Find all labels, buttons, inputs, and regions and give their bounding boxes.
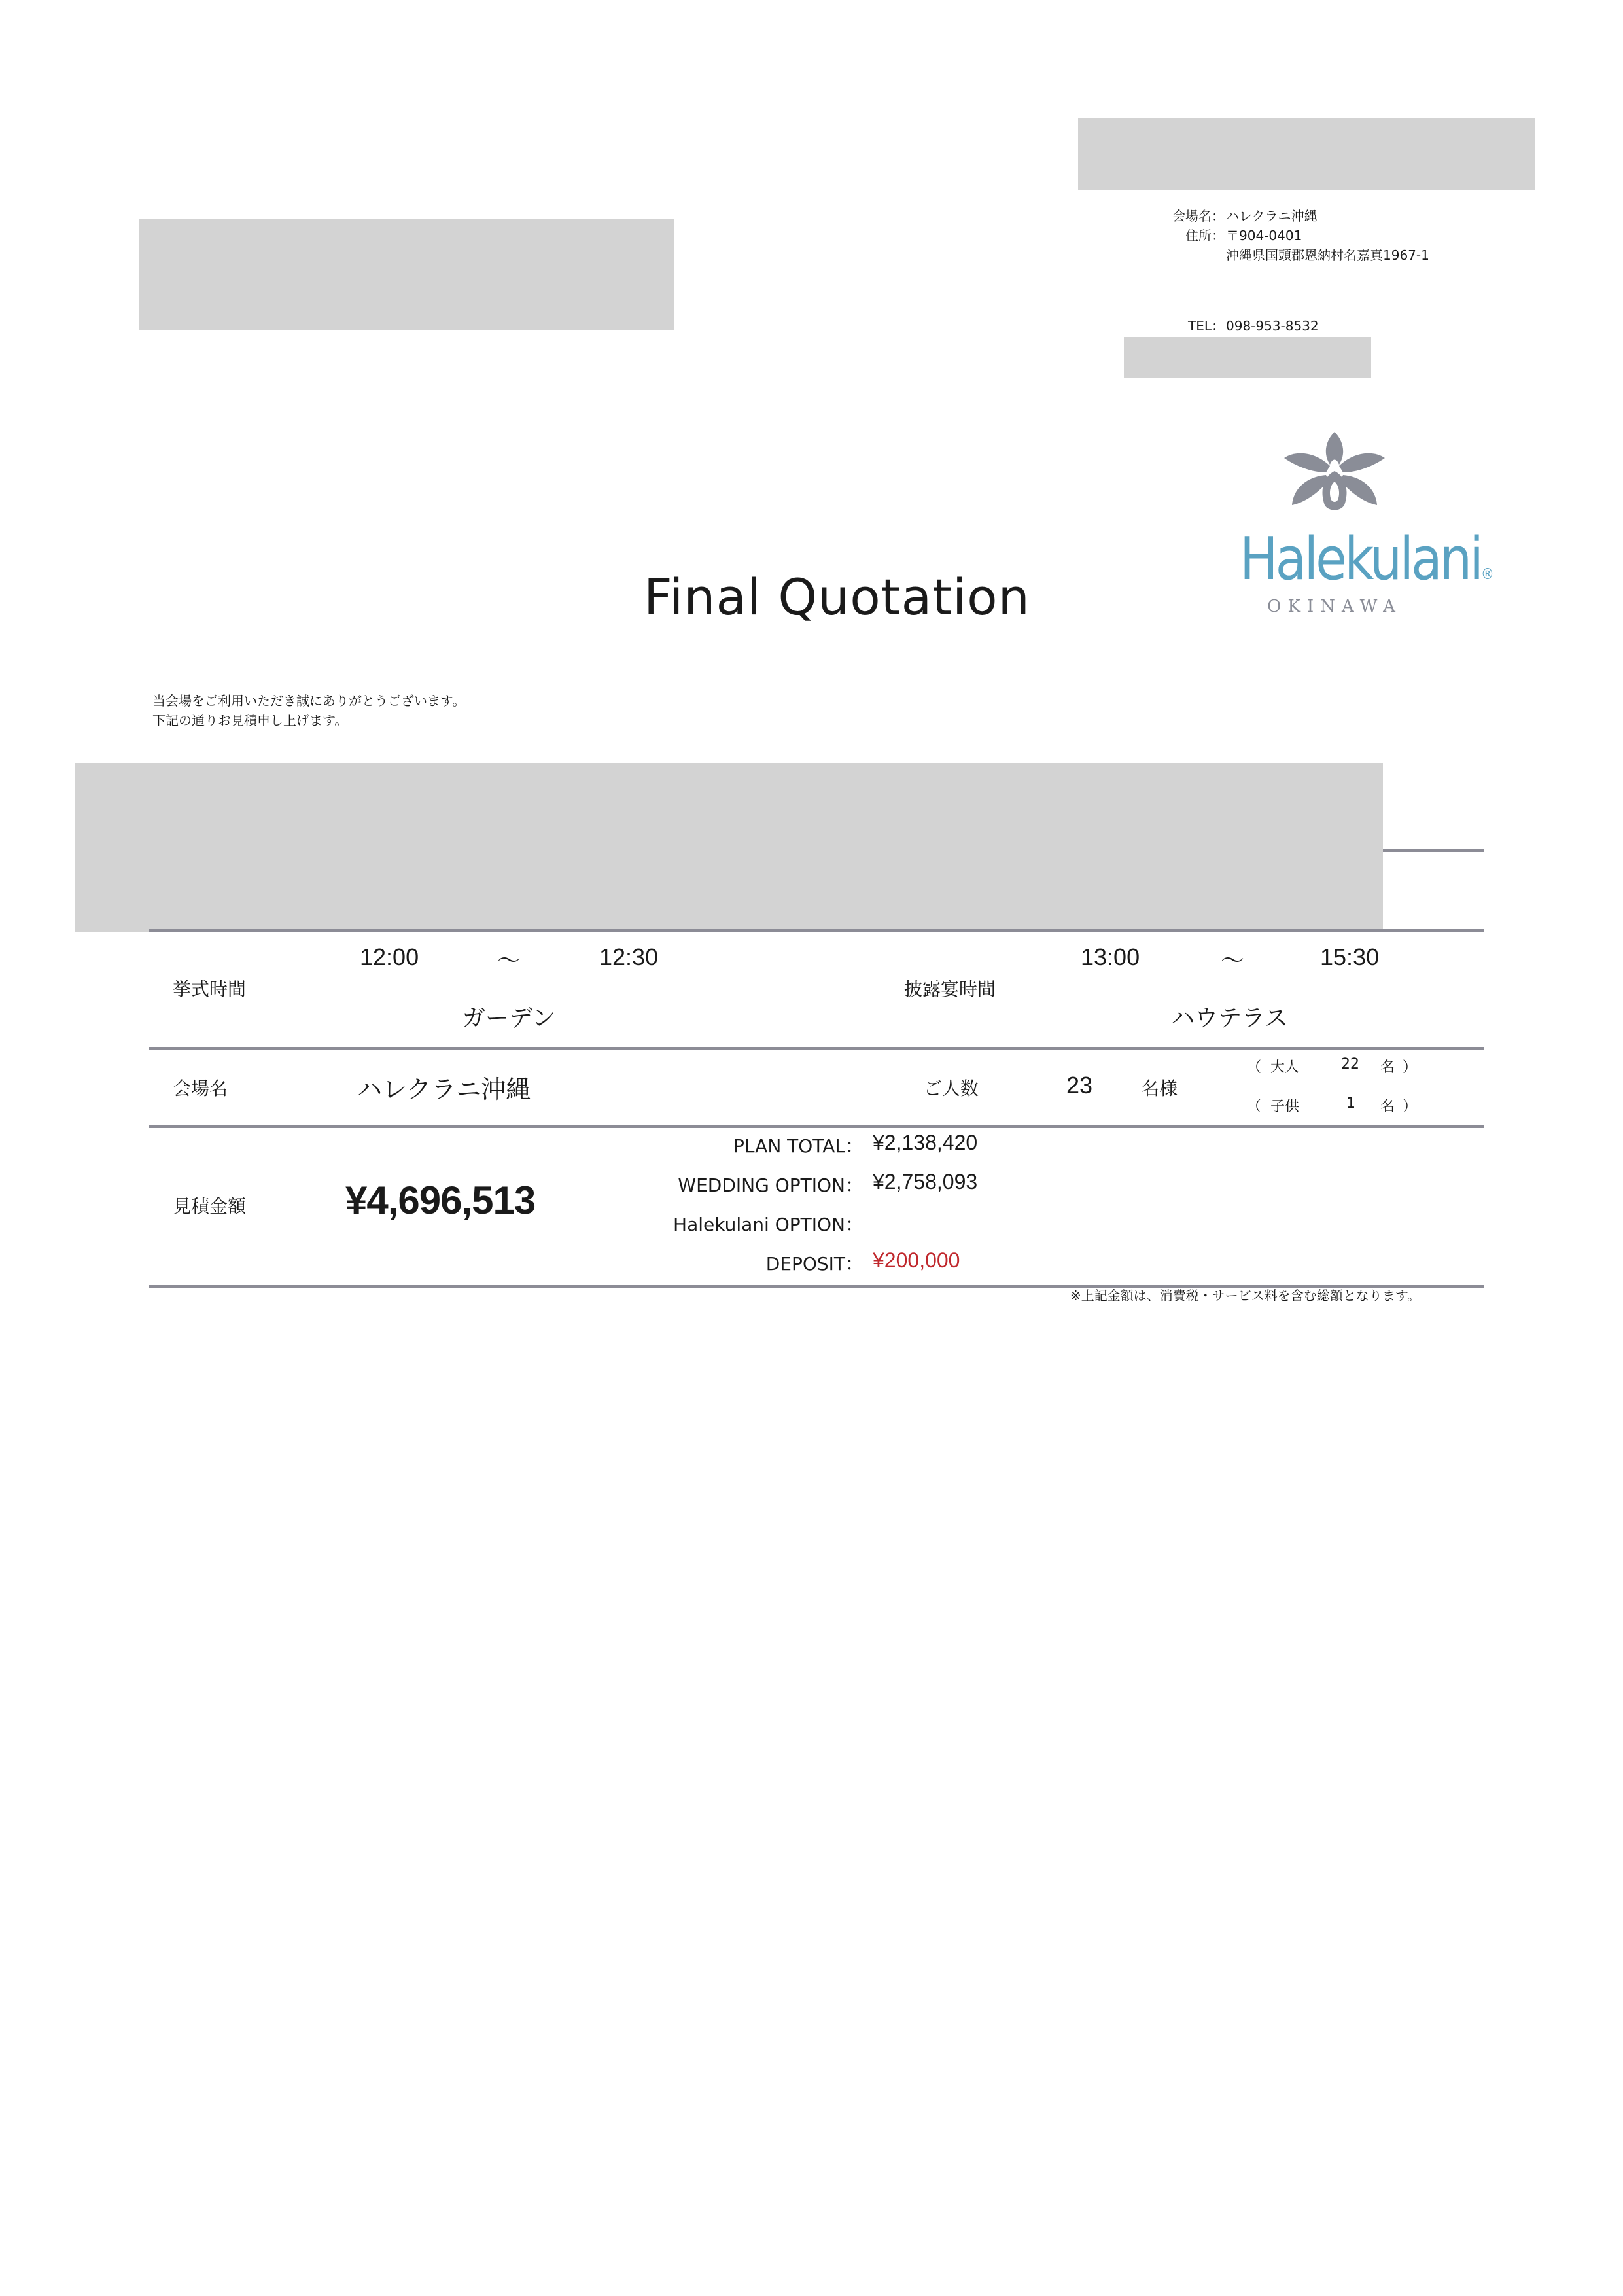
plan-total-label: PLAN TOTAL： (733, 1135, 864, 1157)
redacted-block-contact (1124, 337, 1371, 378)
adult-close-paren: ） (1403, 1059, 1418, 1076)
child-close-paren: ） (1403, 1099, 1418, 1115)
wedding-option-label: WEDDING OPTION： (678, 1174, 864, 1196)
address-value: 沖縄県国頭郡恩納村名嘉真1967-1 (1226, 247, 1429, 263)
reception-time-label: 披露宴時間 (904, 978, 996, 1000)
venue-info (1112, 206, 1505, 337)
adult-label: 大人 (1270, 1059, 1300, 1076)
child-open-paren: （ (1247, 1099, 1262, 1115)
tel-label: TEL： (1188, 318, 1225, 334)
deposit-value: ¥200,000 (873, 1248, 960, 1272)
adult-open-paren: （ (1247, 1059, 1262, 1076)
greeting-line-2: 下記の通りお見積申し上げます。 (152, 713, 348, 728)
reception-end-time: 15:30 (1320, 944, 1380, 970)
deposit-label: DEPOSIT： (765, 1253, 864, 1275)
wedding-option-value: ¥2,758,093 (873, 1170, 978, 1193)
ceremony-end-time: 12:30 (599, 944, 659, 970)
table-rule-3 (149, 1125, 1484, 1128)
child-count: 1 (1346, 1095, 1355, 1112)
greeting-line-1: 当会場をご利用いただき誠にありがとうございます。 (152, 693, 466, 709)
child-label: 子供 (1270, 1099, 1300, 1115)
ceremony-time-label: 挙式時間 (173, 978, 247, 1000)
ceremony-start-time: 12:00 (360, 944, 419, 970)
venue-name-value: ハレクラニ沖縄 (1226, 208, 1318, 224)
greeting (152, 691, 465, 730)
logo-wordmark: Halekulani® (1240, 525, 1494, 593)
ceremony-place: ガーデン (462, 1005, 556, 1032)
table-rule-1 (149, 929, 1484, 932)
halekulani-logo (1240, 425, 1494, 622)
redacted-block-banner (75, 763, 1383, 932)
halekulani-option-label: Halekulani OPTION： (673, 1214, 864, 1235)
redacted-block-recipient (139, 219, 674, 330)
ceremony-tilde: ～ (497, 947, 521, 974)
guests-unit: 名様 (1141, 1078, 1178, 1099)
child-unit: 名 (1380, 1099, 1395, 1115)
venue-name-label: 会場名： (1172, 208, 1225, 224)
table-rule-top (1383, 849, 1484, 852)
logo-subtitle: OKINAWA (1267, 597, 1402, 616)
reception-place: ハウテラス (1171, 1005, 1288, 1032)
estimate-label: 見積金額 (173, 1195, 247, 1217)
postal-code: 〒904-0401 (1226, 228, 1302, 243)
estimate-total: ¥4,696,513 (345, 1178, 536, 1222)
page-title: Final Quotation (644, 568, 1030, 626)
tax-note: ※上記金額は、消費税・サービス料を含む総額となります。 (1070, 1288, 1421, 1303)
plan-total-value: ¥2,138,420 (873, 1131, 978, 1154)
guests-count: 23 (1066, 1072, 1093, 1099)
tel-value: 098-953-8532 (1226, 318, 1319, 334)
reception-start-time: 13:00 (1081, 944, 1140, 970)
address-label: 住所： (1185, 228, 1225, 243)
adult-unit: 名 (1380, 1059, 1395, 1076)
venue-value: ハレクラニ沖縄 (357, 1075, 531, 1104)
adult-count: 22 (1341, 1056, 1359, 1072)
redacted-block-top-right (1078, 118, 1535, 190)
reception-tilde: ～ (1221, 947, 1245, 974)
orchid-icon (1240, 425, 1429, 530)
table-rule-2 (149, 1047, 1484, 1050)
venue-label: 会場名 (173, 1078, 228, 1099)
guests-label: ご人数 (924, 1078, 979, 1099)
